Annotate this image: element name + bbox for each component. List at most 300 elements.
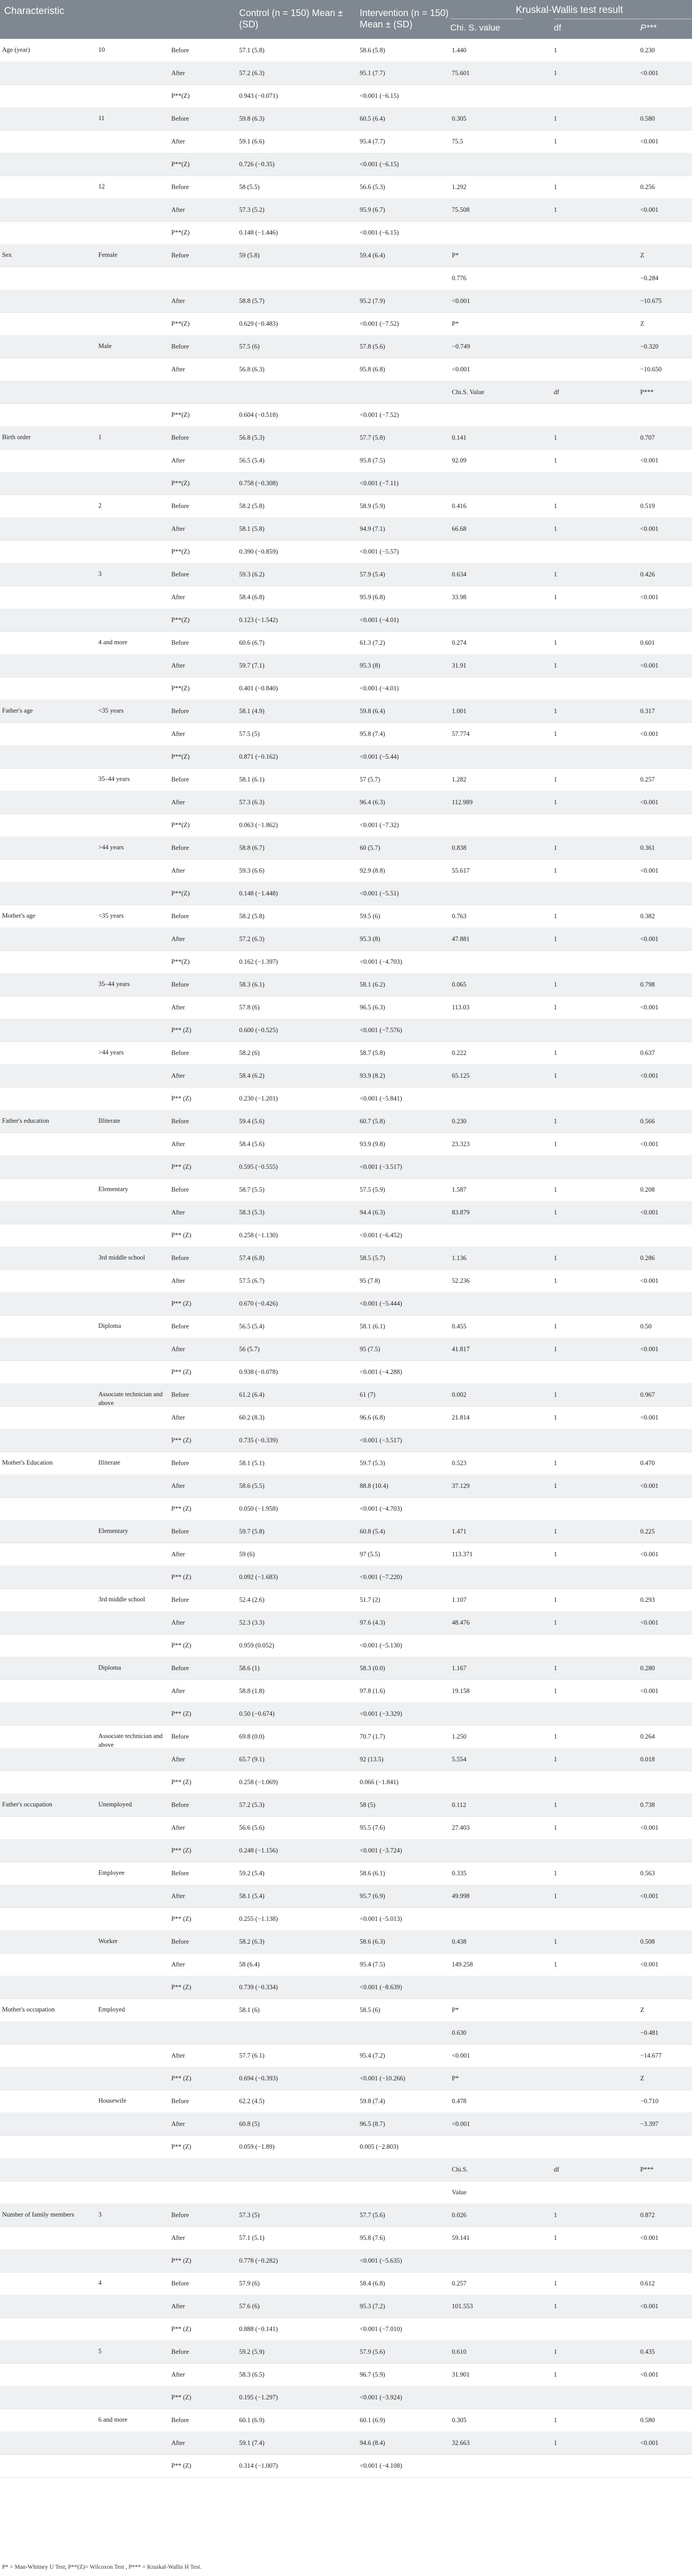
cell-p-value: <0.001 <box>640 867 659 874</box>
cell-intervention: 58.7 (5.8) <box>360 1049 385 1057</box>
cell-p-value: 0.967 <box>640 1391 655 1398</box>
cell-control: 58.4 (5.6) <box>239 1140 264 1148</box>
cell-p-value: 0.225 <box>640 1528 655 1535</box>
cell-time: After <box>171 1619 185 1626</box>
characteristic-label: Mother's age <box>2 912 36 919</box>
cell-time: P** (Z) <box>171 1710 192 1717</box>
cell-df: 1 <box>554 2280 557 2287</box>
table-row <box>0 1885 692 1908</box>
cell-time: P** (Z) <box>171 1095 192 1102</box>
cell-p-value: −10.675 <box>640 297 662 305</box>
table-row <box>0 1816 692 1840</box>
cell-intervention: <0.001 (−4.01) <box>360 616 399 624</box>
table-row <box>0 312 692 336</box>
cell-intervention: 93.9 (9.8) <box>360 1140 385 1148</box>
cell-time: P** (Z) <box>171 1505 192 1512</box>
cell-chi-value: 0.438 <box>452 1938 467 1945</box>
cell-control: 59.4 (5.6) <box>239 1118 264 1125</box>
cell-chi-value: 5.554 <box>452 1756 467 1763</box>
cell-df: 1 <box>554 1756 557 1763</box>
cell-chi-value: <0.001 <box>452 366 470 373</box>
cell-time: Before <box>171 343 189 350</box>
cell-time: P**(Z) <box>171 229 190 236</box>
cell-time: After <box>171 1892 185 1900</box>
table-row <box>0 1201 692 1224</box>
subgroup-label: Illiterate <box>98 1117 121 1124</box>
table-row <box>0 1406 692 1429</box>
cell-p-value: 0.580 <box>640 2416 655 2424</box>
cell-intervention: 58.6 (6.1) <box>360 1870 385 1877</box>
cell-time: Before <box>171 434 189 441</box>
cell-intervention: 95.4 (7.2) <box>360 2052 385 2059</box>
cell-p-value: <0.001 <box>640 138 659 145</box>
table-row <box>0 2432 692 2455</box>
cell-chi-value: 0.478 <box>452 2097 467 2105</box>
cell-intervention: 88.8 (10.4) <box>360 1482 389 1489</box>
subgroup-label: Elementary <box>98 1527 128 1535</box>
cell-intervention: 95.4 (7.5) <box>360 1961 385 1968</box>
table-row <box>0 1566 692 1589</box>
cell-time: P**(Z) <box>171 92 190 99</box>
cell-intervention: 93.9 (8.2) <box>360 1072 385 1079</box>
cell-time: Before <box>171 1665 189 1672</box>
cell-intervention: 60.7 (5.8) <box>360 1118 385 1125</box>
cell-control: 0.401 (−0.840) <box>239 685 278 692</box>
table-row <box>0 996 692 1019</box>
cell-intervention: 61.3 (7.2) <box>360 639 385 646</box>
cell-intervention: <0.001 (−7.220) <box>360 1573 402 1581</box>
cell-intervention: <0.001 (−5.44) <box>360 753 399 760</box>
cell-intervention: 57.7 (5.6) <box>360 2211 385 2219</box>
cell-p-value: 0.566 <box>640 1118 655 1125</box>
cell-chi-value: 112.989 <box>452 799 473 806</box>
characteristic-label: Mother's Education <box>2 1459 53 1466</box>
cell-time: Before <box>171 1870 189 1877</box>
cell-df: 1 <box>554 1004 557 1011</box>
table-row <box>0 472 692 495</box>
cell-chi-value: 1.167 <box>452 1665 467 1672</box>
cell-df: 1 <box>554 1824 557 1831</box>
cell-control: 56.5 (5.4) <box>239 457 264 464</box>
cell-intervention: <0.001 (−8.639) <box>360 1984 402 1991</box>
cell-control: 57.5 (6) <box>239 343 260 350</box>
table-row <box>0 2454 692 2478</box>
cell-chi-value: P* <box>452 2075 459 2082</box>
cell-control: 0.600 (−0.525) <box>239 1026 278 1034</box>
cell-time: P**(Z) <box>171 320 190 327</box>
cell-df: 1 <box>554 594 557 601</box>
table-row <box>0 928 692 951</box>
cell-control: 0.050 (−1.958) <box>239 1505 278 1512</box>
cell-control: 58.7 (5.5) <box>239 1186 264 1193</box>
cell-df: 1 <box>554 1870 557 1877</box>
table-row <box>0 1019 692 1042</box>
cell-control: 58.1 (6) <box>239 2006 260 2014</box>
cell-p-value: 0.707 <box>640 434 655 441</box>
cell-p-value: 0.637 <box>640 1049 655 1057</box>
cell-control: 0.629 (−0.483) <box>239 320 278 327</box>
cell-p-value: Z <box>640 252 644 259</box>
table-row <box>0 2226 692 2250</box>
cell-control: 56.8 (6.3) <box>239 366 264 373</box>
cell-p-value: <0.001 <box>640 799 659 806</box>
cell-control: 0.258 (−1.069) <box>239 1778 278 1786</box>
cell-p-value: −14.677 <box>640 2052 662 2059</box>
cell-chi-value: 47.881 <box>452 935 470 943</box>
cell-df: 1 <box>554 1323 557 1330</box>
cell-chi-value: 37.129 <box>452 1482 470 1489</box>
subgroup-label: Employee <box>98 1869 125 1876</box>
cell-intervention: 94.6 (8.4) <box>360 2439 385 2447</box>
table-row <box>0 2044 692 2067</box>
cell-intervention: 95.8 (7.4) <box>360 730 385 737</box>
cell-df: 1 <box>554 2439 557 2447</box>
cell-time: After <box>171 2234 185 2241</box>
cell-intervention: 51.7 (2) <box>360 1596 380 1603</box>
cell-intervention: <0.001 (−5.130) <box>360 1642 402 1649</box>
cell-control: 0.123 (−1.542) <box>239 616 278 624</box>
cell-intervention: <0.001 (−3.517) <box>360 1437 402 1444</box>
cell-p-value: <0.001 <box>640 2371 659 2378</box>
subgroup-label: Diploma <box>98 1322 121 1329</box>
cell-p-value: <0.001 <box>640 69 659 77</box>
subgroup-label: <35 years <box>98 912 124 919</box>
subgroup-label: Male <box>98 342 112 350</box>
cell-time: P**(Z) <box>171 890 190 897</box>
cell-time: P** (Z) <box>171 1368 192 1376</box>
cell-control: 0.092 (−1.683) <box>239 1573 278 1581</box>
cell-p-value: <0.001 <box>640 1961 659 1968</box>
cell-df: 1 <box>554 1414 557 1421</box>
cell-p-value: −0.481 <box>640 2029 659 2036</box>
cell-chi-value: 0.230 <box>452 1118 467 1125</box>
cell-control: 65.7 (9.1) <box>239 1756 264 1763</box>
cell-p-value: 0.293 <box>640 1596 655 1603</box>
subgroup-label: Associate technician and above <box>98 1391 163 1407</box>
cell-time: P** (Z) <box>171 1232 192 1239</box>
cell-time: Before <box>171 1733 189 1740</box>
cell-chi-value: Value <box>452 2189 467 2196</box>
cell-time: After <box>171 867 185 874</box>
table-row <box>0 381 692 404</box>
cell-intervention: 60 (5.7) <box>360 844 380 851</box>
cell-p-value: P*** <box>640 2166 654 2173</box>
cell-chi-value: 101.553 <box>452 2303 473 2310</box>
cell-time: After <box>171 1551 185 1558</box>
cell-intervention: 58 (5) <box>360 1801 376 1808</box>
cell-control: 58.3 (6.5) <box>239 2371 264 2378</box>
characteristic-label: Number of family members <box>2 2211 75 2218</box>
cell-p-value: 0.264 <box>640 1733 655 1740</box>
table-row <box>0 290 692 313</box>
cell-time: Before <box>171 707 189 715</box>
table-row <box>0 882 692 905</box>
cell-p-value: 0.256 <box>640 183 655 191</box>
cell-intervention: 57.5 (5.9) <box>360 1186 385 1193</box>
cell-p-value: <0.001 <box>640 1551 659 1558</box>
cell-control: 58.1 (5.4) <box>239 1892 264 1900</box>
subgroup-label: Diploma <box>98 1664 121 1671</box>
subgroup-label: Associate technician and above <box>98 1732 163 1748</box>
cell-df: 1 <box>554 730 557 737</box>
cell-chi-value: 48.476 <box>452 1619 470 1626</box>
cell-intervention: <0.001 (−4.108) <box>360 2462 402 2469</box>
subgroup-label: Employed <box>98 2006 125 2013</box>
table-row <box>0 1269 692 1293</box>
cell-control: 56.8 (5.3) <box>239 434 264 441</box>
cell-chi-value: 0.274 <box>452 639 467 646</box>
subgroup-label: 35–44 years <box>98 775 130 783</box>
cell-control: 0.148 (−1.448) <box>239 890 278 897</box>
cell-time: P**(Z) <box>171 411 190 418</box>
cell-df: 1 <box>554 1391 557 1398</box>
cell-p-value: −0.284 <box>640 274 659 282</box>
cell-control: 0.758 (−0.308) <box>239 480 278 487</box>
cell-df: 1 <box>554 707 557 715</box>
cell-time: Before <box>171 252 189 259</box>
table-row <box>0 1839 692 1862</box>
cell-time: Before <box>171 1938 189 1945</box>
characteristic-label: Father's education <box>2 1117 49 1124</box>
cell-df: 1 <box>554 1459 557 1467</box>
table-row <box>0 1064 692 1088</box>
cell-time: P** (Z) <box>171 2143 192 2150</box>
cell-chi-value: 0.305 <box>452 115 467 122</box>
cell-chi-value: 1.001 <box>452 707 467 715</box>
cell-intervention: 95.8 (6.8) <box>360 366 385 373</box>
cell-p-value: 0.612 <box>640 2280 655 2287</box>
table-row <box>0 2386 692 2409</box>
cell-time: After <box>171 2120 185 2128</box>
table-row <box>0 859 692 882</box>
cell-control: 0.50 (−0.674) <box>239 1710 275 1717</box>
cell-chi-value: 1.250 <box>452 1733 467 1740</box>
cell-control: 57.3 (5.2) <box>239 206 264 213</box>
cell-intervention: 60.1 (6.9) <box>360 2416 385 2424</box>
cell-chi-value: 0.335 <box>452 1870 467 1877</box>
table-row <box>0 654 692 677</box>
cell-intervention: 58.4 (6.8) <box>360 2280 385 2287</box>
table-row <box>0 1748 692 1771</box>
cell-p-value: 0.50 <box>640 1323 652 1330</box>
cell-time: P** (Z) <box>171 1642 192 1649</box>
cell-df: 1 <box>554 138 557 145</box>
cell-chi-value: 75.5 <box>452 138 463 145</box>
table-row <box>0 2021 692 2045</box>
cell-control: 60.1 (6.9) <box>239 2416 264 2424</box>
cell-df: 1 <box>554 571 557 578</box>
cell-p-value: 0.018 <box>640 1756 655 1763</box>
cell-control: 57.3 (6.3) <box>239 799 264 806</box>
cell-chi-value: P* <box>452 2006 459 2014</box>
cell-intervention: 95.3 (8) <box>360 935 380 943</box>
table-row <box>0 2318 692 2341</box>
cell-time: P**(Z) <box>171 161 190 168</box>
cell-intervention: 95.8 (7.6) <box>360 2234 385 2241</box>
cell-control: 58.4 (6.8) <box>239 594 264 601</box>
cell-intervention: 97.6 (4.3) <box>360 1619 385 1626</box>
cell-p-value: 0.798 <box>640 981 655 988</box>
cell-control: 0.195 (−1.297) <box>239 2394 278 2401</box>
cell-intervention: 95 (7.8) <box>360 1277 380 1284</box>
cell-control: 57.5 (5) <box>239 730 260 737</box>
cell-control: 0.778 (−0.282) <box>239 2257 278 2264</box>
cell-control: 57.2 (6.3) <box>239 69 264 77</box>
cell-time: P** (Z) <box>171 1026 192 1034</box>
cell-time: Before <box>171 1118 189 1125</box>
cell-time: After <box>171 2303 185 2310</box>
cell-p-value: 0.382 <box>640 913 655 920</box>
cell-intervention: <0.001 (−6.15) <box>360 92 399 99</box>
cell-intervention: 96.4 (6.3) <box>360 799 385 806</box>
cell-p-value: Z <box>640 2006 644 2014</box>
table-row <box>0 221 692 244</box>
cell-control: 69.8 (0.0) <box>239 1733 264 1740</box>
cell-chi-value: 113.03 <box>452 1004 469 1011</box>
cell-control: 58.6 (1) <box>239 1665 260 1672</box>
cell-intervention: 57.9 (5.6) <box>360 2348 385 2355</box>
cell-intervention: 59.8 (6.4) <box>360 707 385 715</box>
subgroup-label: 2 <box>98 502 102 509</box>
cell-control: 58.1 (6.1) <box>239 776 264 783</box>
cell-time: Before <box>171 2348 189 2355</box>
cell-intervention: <0.001 (−7.11) <box>360 480 399 487</box>
subgroup-label: 11 <box>98 114 105 122</box>
cell-control: 61.2 (6.4) <box>239 1391 264 1398</box>
cell-time: P**(Z) <box>171 548 190 555</box>
cell-df: 1 <box>554 844 557 851</box>
cell-p-value: 0.519 <box>640 502 655 510</box>
cell-chi-value: 31.901 <box>452 2371 470 2378</box>
cell-df: 1 <box>554 502 557 510</box>
cell-time: After <box>171 138 185 145</box>
cell-p-value: 0.508 <box>640 1938 655 1945</box>
cell-intervention: 58.5 (5.7) <box>360 1254 385 1262</box>
cell-chi-value: 75.508 <box>452 206 470 213</box>
cell-df: 1 <box>554 1345 557 1353</box>
cell-p-value: <0.001 <box>640 730 659 737</box>
cell-p-value: <0.001 <box>640 1277 659 1284</box>
cell-time: After <box>171 1961 185 1968</box>
cell-df: 1 <box>554 2348 557 2355</box>
cell-p-value: <0.001 <box>640 1619 659 1626</box>
subgroup-label: 3rd middle school <box>98 1254 145 1261</box>
cell-time: Before <box>171 776 189 783</box>
cell-chi-value: <0.001 <box>452 2120 470 2128</box>
header-p: P*** <box>640 19 692 37</box>
cell-intervention: <0.001 (−7.32) <box>360 821 399 829</box>
cell-control: 58.1 (5.8) <box>239 525 264 532</box>
table-row <box>0 517 692 541</box>
cell-df: 1 <box>554 434 557 441</box>
cell-time: After <box>171 366 185 373</box>
cell-chi-value: 31.91 <box>452 662 467 669</box>
cell-time: P**(Z) <box>171 958 190 965</box>
cell-p-value: 0.426 <box>640 571 655 578</box>
header-intervention: Intervention (n = 150) Mean ± (SD) <box>360 8 449 30</box>
cell-control: 57.1 (5.1) <box>239 2234 264 2241</box>
cell-intervention: <0.001 (−7.52) <box>360 411 399 418</box>
cell-intervention: 59.8 (7.4) <box>360 2097 385 2105</box>
subgroup-label: 10 <box>98 46 105 53</box>
cell-chi-value: 1.136 <box>452 1254 467 1262</box>
cell-control: 0.148 (−1.446) <box>239 229 278 236</box>
cell-df: 1 <box>554 69 557 77</box>
cell-time: Before <box>171 502 189 510</box>
cell-control: 58.4 (6.2) <box>239 1072 264 1079</box>
cell-time: After <box>171 1277 185 1284</box>
cell-control: 59.1 (7.4) <box>239 2439 264 2447</box>
cell-time: Before <box>171 115 189 122</box>
subgroup-label: Housewife <box>98 2097 127 2104</box>
cell-p-value: 0.286 <box>640 1254 655 1262</box>
cell-intervention: 97 (5.5) <box>360 1551 380 1558</box>
cell-chi-value: 59.141 <box>452 2234 470 2241</box>
cell-control: 56.6 (5.6) <box>239 1824 264 1831</box>
cell-time: Before <box>171 1459 189 1467</box>
cell-time: Before <box>171 1391 189 1398</box>
cell-df: 1 <box>554 1551 557 1558</box>
cell-intervention: 60.8 (5.4) <box>360 1528 385 1535</box>
cell-control: 0.938 (−0.078) <box>239 1368 278 1376</box>
cell-time: After <box>171 1345 185 1353</box>
cell-chi-value: <0.001 <box>452 2052 470 2059</box>
cell-control: 0.063 (−1.862) <box>239 821 278 829</box>
subgroup-label: Unemployed <box>98 1801 132 1808</box>
cell-chi-value: 0.838 <box>452 844 467 851</box>
cell-time: Before <box>171 1254 189 1262</box>
cell-time: Before <box>171 183 189 191</box>
cell-chi-value: 0.630 <box>452 2029 467 2036</box>
cell-chi-value: 1.471 <box>452 1528 467 1535</box>
cell-p-value: <0.001 <box>640 1414 659 1421</box>
cell-time: After <box>171 2439 185 2447</box>
cell-intervention: 96.5 (6.3) <box>360 1004 385 1011</box>
table-row <box>0 1429 692 1452</box>
cell-time: After <box>171 1756 185 1763</box>
cell-time: After <box>171 1072 185 1079</box>
cell-control: 0.739 (−0.334) <box>239 1984 278 1991</box>
table-row <box>0 1543 692 1566</box>
cell-p-value: <0.001 <box>640 1072 659 1079</box>
cell-p-value: 0.435 <box>640 2348 655 2355</box>
cell-intervention: 95.9 (6.8) <box>360 594 385 601</box>
cell-time: After <box>171 2052 185 2059</box>
cell-intervention: 95.3 (8) <box>360 662 380 669</box>
cell-intervention: <0.001 (−3.724) <box>360 1847 402 1854</box>
cell-time: P** (Z) <box>171 2325 192 2333</box>
header-characteristic: Characteristic <box>4 6 65 17</box>
cell-chi-value: 0.455 <box>452 1323 467 1330</box>
cell-p-value: 0.230 <box>640 47 655 54</box>
table-row <box>0 1361 692 1384</box>
table-row <box>0 449 692 472</box>
table-row <box>0 1771 692 1794</box>
cell-intervention: 96.5 (8.7) <box>360 2120 385 2128</box>
subgroup-label: >44 years <box>98 844 124 851</box>
table-row <box>0 950 692 974</box>
cell-p-value: <0.001 <box>640 2439 659 2447</box>
subgroup-label: 3 <box>98 2211 102 2218</box>
table-row <box>0 1292 692 1315</box>
cell-df: 1 <box>554 1277 557 1284</box>
cell-intervention: <0.001 (−4.703) <box>360 1505 402 1512</box>
table-row <box>0 1702 692 1726</box>
cell-chi-value: 0.776 <box>452 274 467 282</box>
cell-time: After <box>171 69 185 77</box>
table-row <box>0 267 692 290</box>
cell-intervention: <0.001 (−3.517) <box>360 1163 402 1170</box>
